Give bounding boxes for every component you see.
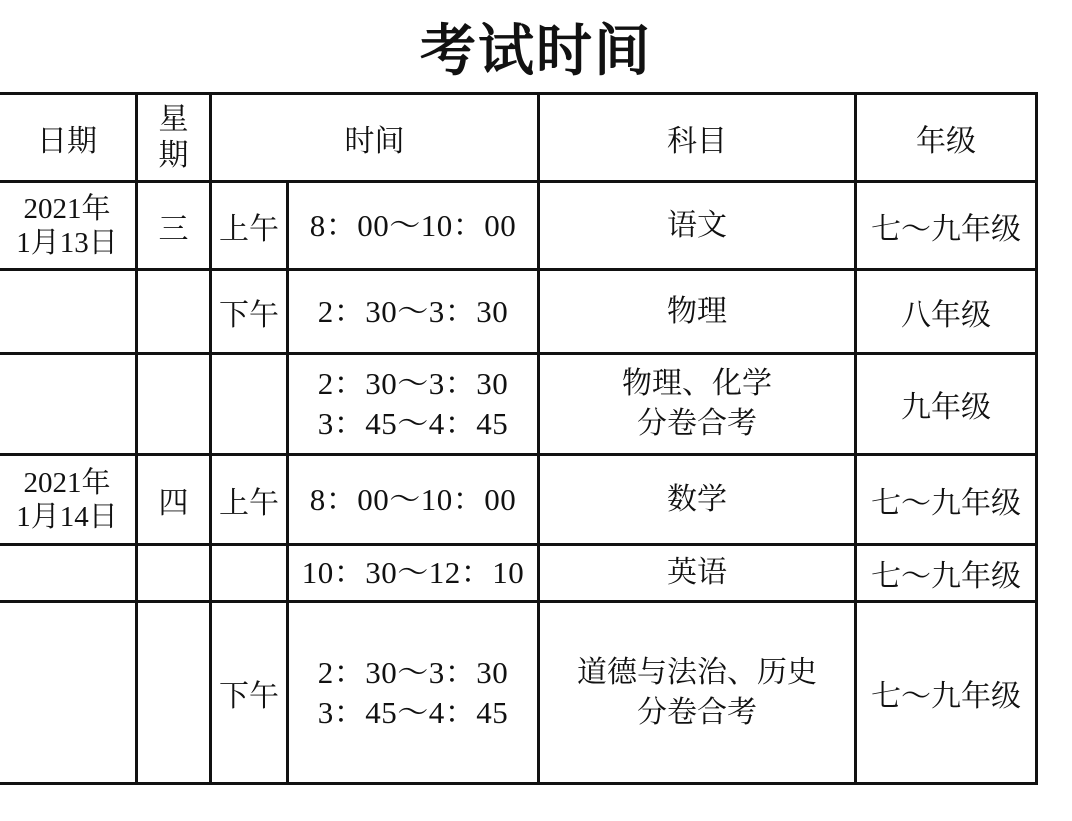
subject-cell xyxy=(539,182,856,270)
time-cell xyxy=(288,455,539,545)
period-cell: 上午 xyxy=(211,455,288,545)
weekday-cell xyxy=(137,354,211,455)
date-cell xyxy=(0,270,137,354)
subject-cell xyxy=(539,545,856,602)
time-line1: 2：30～3：30 xyxy=(317,293,509,329)
subject-line1: 物理、化学 xyxy=(622,366,772,401)
time-cell xyxy=(288,545,539,602)
time-line1: 8：00～10：00 xyxy=(309,207,517,243)
time-line1: 2：30～3：30 xyxy=(317,654,509,690)
grade-cell: 八年级 xyxy=(856,270,1037,354)
table-row xyxy=(0,270,1037,354)
subject-line1: 数学 xyxy=(667,481,727,517)
header-subject: 科目 xyxy=(539,94,856,182)
date-cell xyxy=(0,545,137,602)
date-cell xyxy=(0,455,137,545)
subject-cell xyxy=(539,354,856,455)
weekday-cell: 三 xyxy=(137,182,211,270)
subject-cell xyxy=(539,602,856,784)
date-line2: 1月14日 xyxy=(16,500,118,533)
subject-cell xyxy=(539,270,856,354)
grade-cell: 七～九年级 xyxy=(856,455,1037,545)
weekday-cell xyxy=(137,270,211,354)
date-cell xyxy=(0,602,137,784)
period-cell xyxy=(211,545,288,602)
table-row xyxy=(0,545,1037,602)
date-cell xyxy=(0,354,137,455)
grade-cell: 九年级 xyxy=(856,354,1037,455)
time-cell xyxy=(288,182,539,270)
weekday-cell: 四 xyxy=(137,455,211,545)
period-cell: 下午 xyxy=(211,270,288,354)
time-line1: 2：30～3：30 xyxy=(317,366,509,401)
date-line1: 2021年 xyxy=(23,466,111,499)
date-line2: 1月13日 xyxy=(16,226,118,259)
subject-line1: 道德与法治、历史 xyxy=(577,654,817,690)
subject-line1: 物理 xyxy=(667,293,727,329)
page-title: 考试时间 xyxy=(420,19,652,84)
grade-cell: 七～九年级 xyxy=(856,182,1037,270)
header-time: 时间 xyxy=(211,94,539,182)
table-row xyxy=(0,182,1037,270)
header-date: 日期 xyxy=(0,94,137,182)
weekday-cell xyxy=(137,545,211,602)
exam-schedule-table xyxy=(0,92,1038,785)
period-cell xyxy=(211,354,288,455)
grade-cell: 七～九年级 xyxy=(856,545,1037,602)
date-cell xyxy=(0,182,137,270)
period-cell: 下午 xyxy=(211,602,288,784)
date-line1: 2021年 xyxy=(23,192,111,225)
table-row xyxy=(0,354,1037,455)
period-cell: 上午 xyxy=(211,182,288,270)
time-cell xyxy=(288,602,539,784)
weekday-cell xyxy=(137,602,211,784)
time-line1: 10：30～12：10 xyxy=(301,555,525,590)
table-row xyxy=(0,602,1037,784)
time-line2: 3：45～4：45 xyxy=(317,694,509,730)
header-weekday xyxy=(137,94,211,182)
grade-cell: 七～九年级 xyxy=(856,602,1037,784)
time-cell xyxy=(288,270,539,354)
header-grade: 年级 xyxy=(856,94,1037,182)
header-weekday-line1: 星 xyxy=(158,101,189,137)
subject-line2: 分卷合考 xyxy=(637,694,757,730)
subject-line1: 语文 xyxy=(667,207,727,243)
subject-line2: 分卷合考 xyxy=(637,406,757,441)
table-row xyxy=(0,455,1037,545)
header-weekday-line2: 期 xyxy=(158,137,189,173)
time-line2: 3：45～4：45 xyxy=(317,406,509,441)
time-line1: 8：00～10：00 xyxy=(309,481,517,517)
subject-line1: 英语 xyxy=(667,555,727,590)
time-cell xyxy=(288,354,539,455)
table-header-row xyxy=(0,94,1037,182)
subject-cell xyxy=(539,455,856,545)
